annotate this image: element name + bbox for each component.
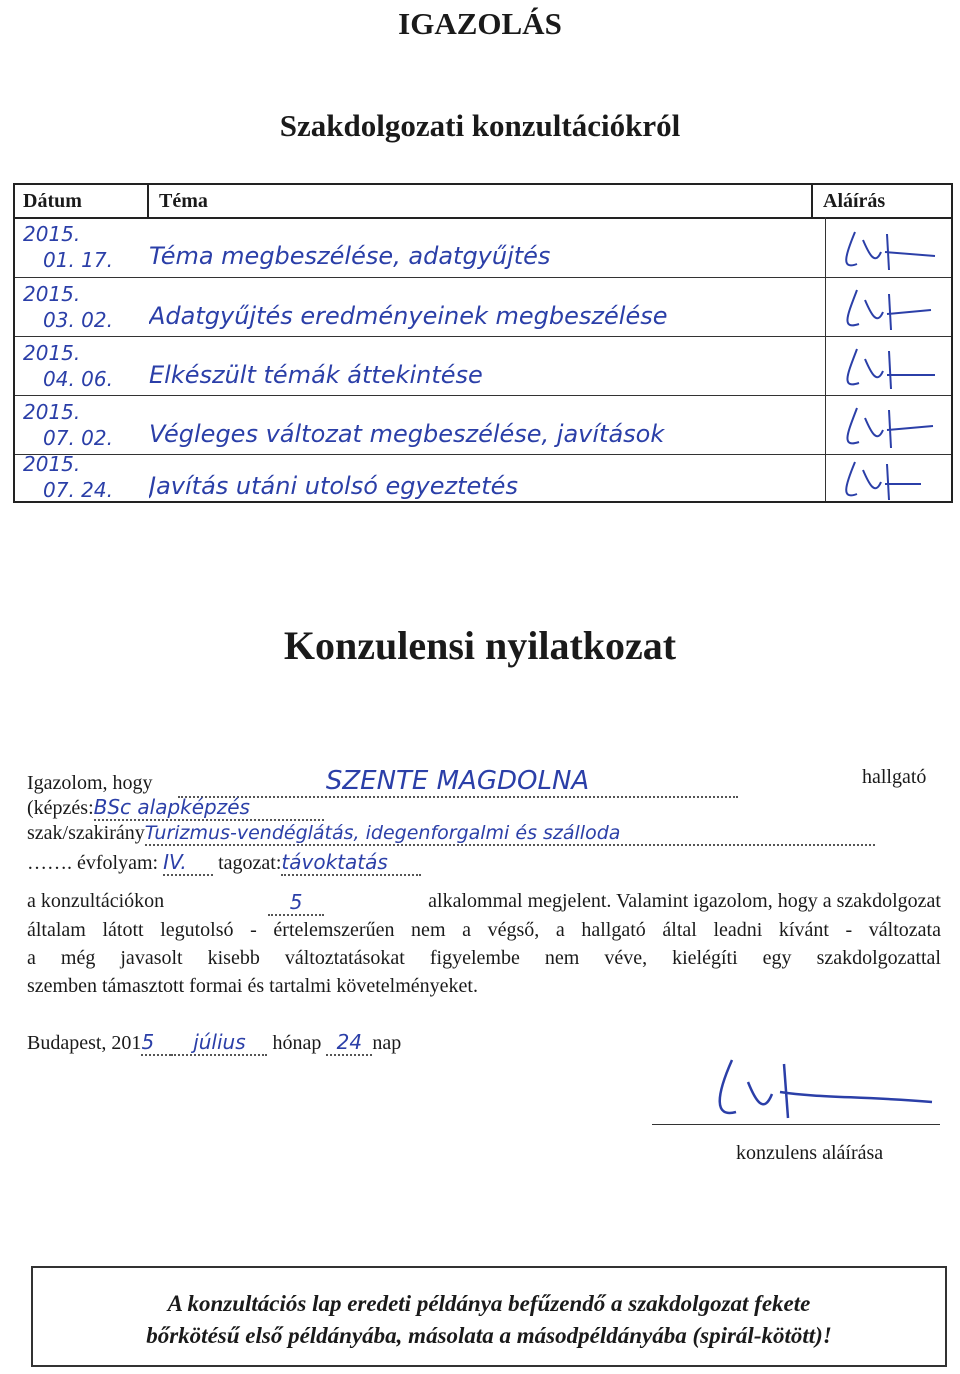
- declaration-line-2: [27, 795, 324, 821]
- declaration-body-line: a még javasolt kisebb változtatásokat figyelembe nem véve, kielégíti egy szakdolgozattal: [27, 947, 941, 969]
- row-date: 01. 17.: [43, 248, 113, 272]
- row-topic: Téma megbeszélése, adatgyűjtés: [149, 242, 551, 270]
- declaration-line-5: [27, 890, 941, 916]
- row-date: 04. 06.: [43, 367, 113, 391]
- declaration-line-4: [27, 850, 421, 876]
- month-label: hónap: [272, 1032, 322, 1054]
- signature-mark: [835, 456, 945, 504]
- consult-suffix: alkalommal megjelent. Valamint igazolom, hogy a szakdolgozat: [428, 890, 941, 912]
- training-field: BSc alapképzés: [94, 795, 324, 821]
- table-row: [15, 450, 951, 507]
- consultant-signature: [700, 1052, 940, 1128]
- year-prefix: …….: [27, 852, 72, 874]
- signature-mark: [835, 404, 945, 452]
- row-topic: Végleges változat megbeszélése, javítások: [149, 420, 665, 448]
- signature-mark: [835, 345, 945, 393]
- consult-count-field: 5: [268, 890, 324, 916]
- year-field: IV.: [163, 850, 213, 876]
- row-year: 2015.: [23, 222, 81, 246]
- signature-line: [652, 1124, 940, 1125]
- month-field: július: [171, 1030, 267, 1056]
- row-topic: Javítás utáni utolsó egyeztetés: [149, 472, 518, 500]
- consultation-table: [13, 183, 953, 503]
- consult-prefix: a konzultációkon: [27, 890, 165, 912]
- notice-line-2: bőrkötésű első példányába, másolata a másodpéldányába (spirál-kötött)!: [146, 1323, 832, 1348]
- intro-text: Igazolom, hogy: [27, 772, 153, 794]
- row-year: 2015.: [23, 282, 81, 306]
- notice-text: [33, 1288, 945, 1352]
- declaration-line-3: [27, 822, 875, 846]
- column-header-topic: Téma: [159, 190, 208, 212]
- year-digit-field: 5: [141, 1030, 171, 1056]
- table-row: [15, 220, 951, 277]
- row-topic: Elkészült témák áttekintése: [149, 361, 483, 389]
- notice-box: [31, 1266, 947, 1367]
- date-line: [27, 1030, 401, 1056]
- student-name-field: SZENTE MAGDOLNA: [178, 766, 738, 798]
- major-label: szak/szakirány: [27, 822, 145, 844]
- day-label: nap: [372, 1032, 402, 1054]
- row-year: 2015.: [23, 452, 81, 476]
- column-header-date: Dátum: [23, 190, 82, 212]
- signature-mark: [835, 286, 945, 334]
- signature-label: konzulens aláírása: [736, 1142, 884, 1164]
- table-row: [15, 280, 951, 337]
- declaration-body-line: szemben támasztott formai és tartalmi követelményeket.: [27, 975, 478, 997]
- row-year: 2015.: [23, 341, 81, 365]
- day-field: 24: [326, 1030, 372, 1056]
- row-date: 03. 02.: [43, 308, 113, 332]
- row-date: 07. 24.: [43, 478, 113, 502]
- major-field: Turizmus-vendéglátás, idegenforgalmi és szálloda: [145, 822, 875, 846]
- mode-label: tagozat:: [218, 852, 282, 874]
- declaration-title: Konzulensi nyilatkozat: [283, 623, 677, 668]
- mode-field: távoktatás: [281, 850, 421, 876]
- table-row: [15, 398, 951, 455]
- column-header-signature: Aláírás: [823, 190, 886, 212]
- signature-mark: [835, 226, 945, 274]
- row-topic: Adatgyűjtés eredményeinek megbeszélése: [149, 302, 668, 330]
- table-row: [15, 339, 951, 396]
- training-label: (képzés:: [27, 797, 94, 819]
- declaration-body-line: általam látott legutolsó - értelemszerűen nem a végső, a hallgató által leadni kívánt - változata: [27, 919, 941, 941]
- document-title: IGAZOLÁS: [398, 6, 562, 41]
- row-year: 2015.: [23, 400, 81, 424]
- row-date: 07. 02.: [43, 426, 113, 450]
- declaration-line-1: [27, 766, 738, 798]
- student-suffix: hallgató: [862, 766, 927, 788]
- year-label: évfolyam:: [77, 852, 159, 874]
- place-label: Budapest, 201: [27, 1032, 142, 1054]
- document-subtitle: Szakdolgozati konzultációkról: [279, 108, 681, 143]
- notice-line-1: A konzultációs lap eredeti példánya befűzendő a szakdolgozat fekete: [167, 1291, 811, 1316]
